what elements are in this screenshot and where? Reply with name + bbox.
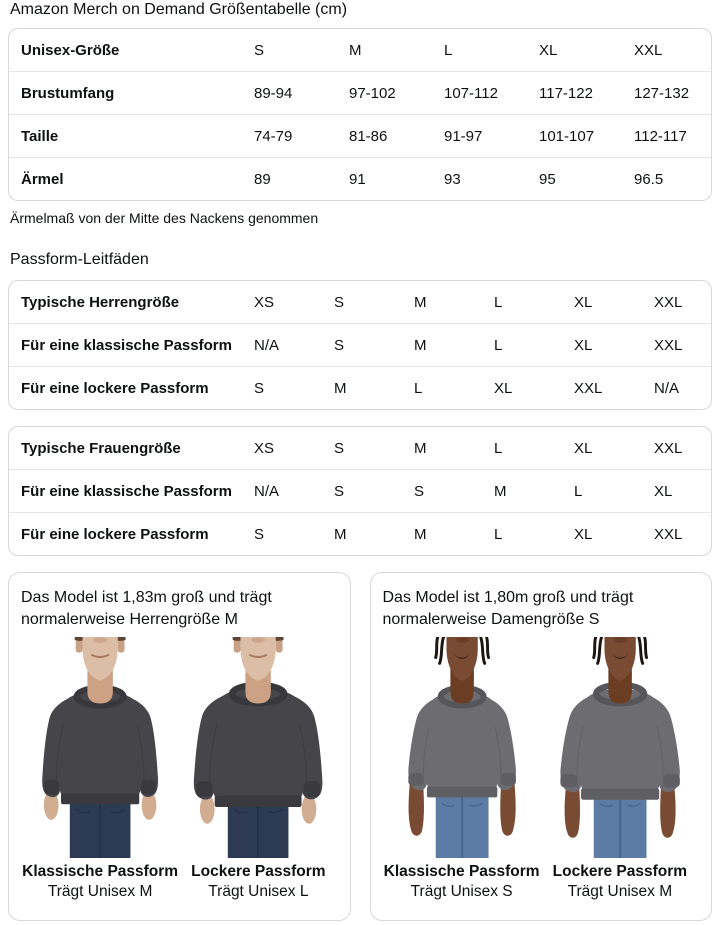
row-label: Typische Frauengröße [21,439,181,457]
table-row [9,512,711,555]
size-cell: M [349,41,362,59]
value-cell: 81-86 [349,114,444,157]
female-model-illustration [383,637,541,858]
size-cell: L [444,41,453,59]
page-title: Amazon Merch on Demand Größentabelle (cm) [10,1,348,18]
table-row [9,427,711,469]
value-cell: XL [574,512,654,555]
model-card-title: Das Model ist 1,83m groß und trägt normalerweise Herrengröße M [21,589,272,628]
value-cell: L [494,323,574,366]
female-model-photo-loose [541,637,699,858]
jeans [593,792,646,858]
unisex-size-table [8,28,712,201]
value-cell: XXL [654,323,711,366]
wears-label: Trägt Unisex M [47,883,153,900]
fit-label: Klassische Passform [22,863,179,880]
value-cell: S [334,323,414,366]
table-row-header [9,29,711,71]
women-fit-table [8,426,712,556]
value-cell: XXL [574,366,654,409]
fit-label: Klassische Passform [383,863,540,880]
male-model-card [8,572,351,921]
row-label: Unisex-Größe [21,41,120,59]
row-label: Ärmel [9,157,254,200]
value-cell: XL [654,469,711,512]
value-cell: S [254,512,334,555]
value-cell: XL [574,293,593,311]
value-cell: S [334,439,345,457]
value-cell: 93 [444,157,539,200]
value-cell: L [574,469,654,512]
value-cell: 107-112 [444,71,539,114]
row-label: Für eine lockere Passform [9,512,254,555]
row-label: Brustumfang [9,71,254,114]
value-cell: N/A [254,323,334,366]
male-loose-fit-figure [179,637,337,902]
male-model-photo-loose [179,637,337,858]
value-cell: M [414,439,427,457]
size-cell: XXL [634,41,663,59]
value-cell: XL [574,439,593,457]
value-cell: M [334,512,414,555]
row-label: Taille [9,114,254,157]
value-cell: 91 [349,157,444,200]
wears-label: Trägt Unisex L [208,883,309,900]
value-cell: L [494,439,503,457]
male-model-photo-classic [21,637,179,858]
value-cell: N/A [654,366,711,409]
female-classic-fit-figure [383,637,541,902]
value-cell: 101-107 [539,114,634,157]
value-cell: 95 [539,157,634,200]
row-label: Für eine klassische Passform [9,469,254,512]
value-cell: M [414,293,427,311]
value-cell: 89 [254,157,349,200]
female-model-photo-classic [383,637,541,858]
male-model-illustration [21,637,179,858]
fit-label: Lockere Passform [191,863,326,880]
value-cell: M [414,323,494,366]
table-row [9,323,711,366]
row-label: Für eine lockere Passform [9,366,254,409]
wears-label: Trägt Unisex S [410,883,513,900]
value-cell: 117-122 [539,71,634,114]
fit-guides-heading: Passform-Leitfäden [10,251,149,268]
table-row [9,281,711,323]
value-cell: M [494,469,574,512]
value-cell: S [254,366,334,409]
wears-label: Trägt Unisex M [567,883,673,900]
value-cell: XL [574,323,654,366]
value-cell: XS [254,293,275,311]
female-model-card [370,572,713,921]
table-row-chest [9,71,711,114]
table-row [9,469,711,512]
row-label: Typische Herrengröße [21,293,180,311]
value-cell: M [334,366,414,409]
value-cell: XL [494,366,574,409]
size-cell: S [254,41,265,59]
table-row [9,366,711,409]
value-cell: S [334,469,414,512]
value-cell: 96.5 [634,157,711,200]
value-cell: L [494,293,503,311]
value-cell: 74-79 [254,114,349,157]
value-cell: L [414,366,494,409]
sleeve-measure-note: Ärmelmaß von der Mitte des Nackens genommen [10,210,319,226]
value-cell: 91-97 [444,114,539,157]
model-card-title: Das Model ist 1,80m groß und trägt normalerweise Damengröße S [382,589,634,628]
male-classic-fit-figure [21,637,179,902]
men-fit-table [8,280,712,410]
value-cell: L [494,512,574,555]
female-loose-fit-figure [541,637,699,902]
jeans [435,792,488,858]
value-cell: XXL [654,439,683,457]
fit-label: Lockere Passform [552,863,688,880]
female-model-illustration [541,637,699,858]
value-cell: XS [254,439,275,457]
row-label: Für eine klassische Passform [9,323,254,366]
model-cards [8,572,712,921]
value-cell: 89-94 [254,71,349,114]
size-cell: XL [539,41,558,59]
value-cell: S [334,293,345,311]
male-model-illustration [179,637,337,858]
value-cell: 97-102 [349,71,444,114]
value-cell: S [414,469,494,512]
value-cell: XXL [654,512,711,555]
value-cell: XXL [654,293,683,311]
value-cell: M [414,512,494,555]
value-cell: 112-117 [634,114,711,157]
table-row-sleeve [9,157,711,200]
value-cell: 127-132 [634,71,711,114]
value-cell: N/A [254,469,334,512]
sweatshirt [42,688,158,804]
jeans [70,797,131,858]
table-row-waist [9,114,711,157]
